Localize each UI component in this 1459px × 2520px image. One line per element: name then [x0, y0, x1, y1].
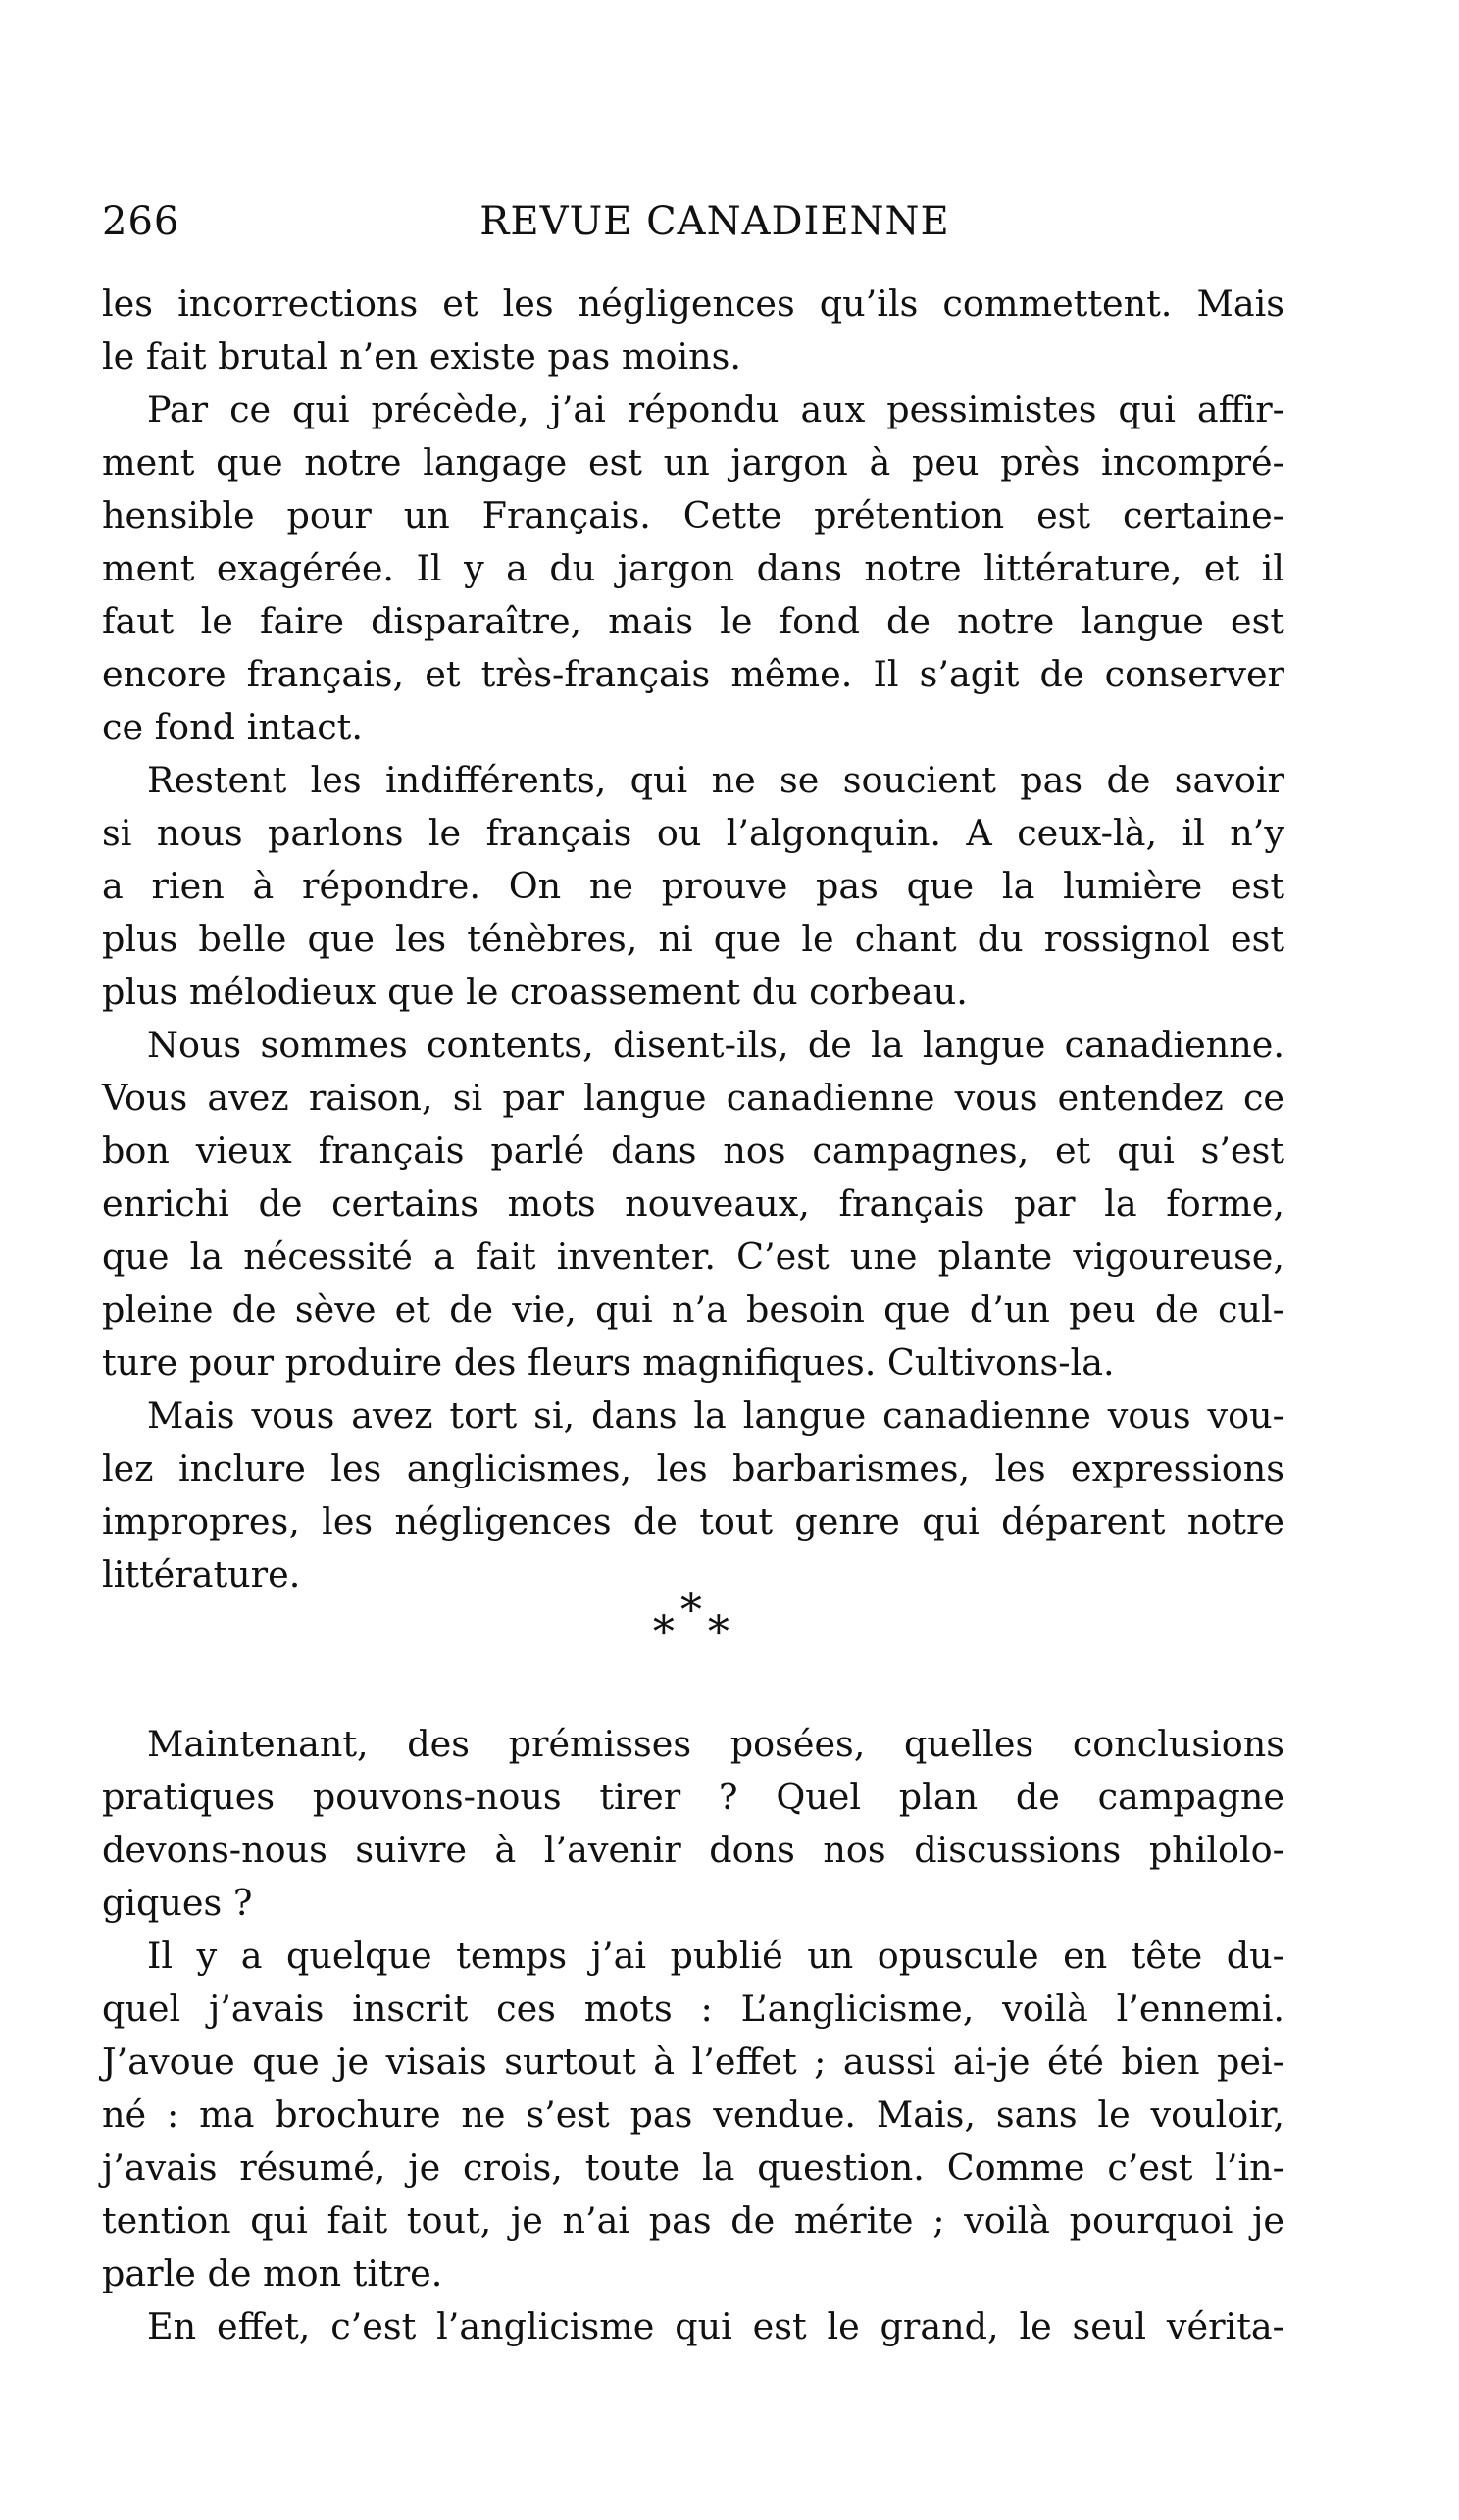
text-line: les incorrections et les négligences qu’ils commettent. Mais	[102, 282, 1284, 325]
running-title: REVUE CANADIENNE	[479, 199, 950, 244]
text-line: plus mélodieux que le croassement du corbeau.	[102, 971, 968, 1013]
text-line: enrichi de certains mots nouveaux, français par la forme,	[102, 1183, 1284, 1225]
text-line: hensible pour un Français. Cette prétention est certaine-	[102, 494, 1284, 536]
text-line: ture pour produire des fleurs magnifiques. Cultivons-la.	[102, 1341, 1115, 1384]
text-line: lez inclure les anglicismes, les barbarismes, les expressions	[102, 1447, 1284, 1489]
text-line: littérature.	[102, 1553, 301, 1595]
page-header	[102, 194, 1328, 249]
text-line: tention qui fait tout, je n’ai pas de mérite ; voilà pourquoi je	[102, 2199, 1284, 2242]
text-line: impropres, les négligences de tout genre qui déparent notre	[102, 1500, 1284, 1542]
section-separator: ∗ ∗ ∗	[649, 1577, 733, 1648]
text-line: le fait brutal n’en existe pas moins.	[102, 335, 741, 378]
text-line: a rien à répondre. On ne prouve pas que la lumière est	[102, 865, 1284, 907]
text-line: né : ma brochure ne s’est pas vendue. Mais, sans le vouloir,	[102, 2093, 1284, 2136]
text-line: Mais vous avez tort si, dans la langue canadienne vous vou-	[147, 1394, 1284, 1436]
text-line: pratiques pouvons-nous tirer ? Quel plan de campagne	[102, 1776, 1284, 1818]
text-line: ment exagérée. Il y a du jargon dans notre littérature, et il	[102, 547, 1284, 589]
text-line: Maintenant, des prémisses posées, quelles conclusions	[147, 1723, 1284, 1765]
text-line: Il y a quelque temps j’ai publié un opuscule en tête du-	[147, 1935, 1284, 1977]
text-line: Restent les indifférents, qui ne se soucient pas de savoir	[147, 759, 1284, 801]
text-line: faut le faire disparaître, mais le fond de notre langue est	[102, 600, 1284, 642]
text-line: Par ce qui précède, j’ai répondu aux pessimistes qui affir-	[147, 388, 1284, 430]
text-line: ment que notre langage est un jargon à peu près incompré-	[102, 441, 1284, 483]
text-line: bon vieux français parlé dans nos campagnes, et qui s’est	[102, 1130, 1284, 1172]
text-line: giques ?	[102, 1882, 253, 1924]
page-number: 266	[102, 199, 180, 244]
text-line: si nous parlons le français ou l’algonquin. A ceux-là, il n’y	[102, 812, 1284, 854]
text-line: devons-nous suivre à l’avenir dons nos discussions philolo-	[102, 1829, 1284, 1871]
text-line: plus belle que les ténèbres, ni que le chant du rossignol est	[102, 918, 1284, 960]
text-line: En effet, c’est l’anglicisme qui est le grand, le seul vérita-	[147, 2305, 1284, 2347]
text-line: Vous avez raison, si par langue canadienne vous entendez ce	[102, 1077, 1284, 1119]
text-line: parle de mon titre.	[102, 2252, 443, 2294]
text-line: Nous sommes contents, disent-ils, de la langue canadienne.	[147, 1024, 1284, 1066]
text-line: quel j’avais inscrit ces mots : L’anglicisme, voilà l’ennemi.	[102, 1988, 1284, 2030]
text-line: j’avais résumé, je crois, toute la question. Comme c’est l’in-	[102, 2146, 1284, 2189]
text-line: que la nécessité a fait inventer. C’est une plante vigoureuse,	[102, 1235, 1284, 1278]
text-line: pleine de sève et de vie, qui n’a besoin que d’un peu de cul-	[102, 1288, 1284, 1331]
text-line: ce fond intact.	[102, 706, 363, 748]
text-line: encore français, et très-français même. Il s’agit de conserver	[102, 653, 1284, 695]
text-line: J’avoue que je visais surtout à l’effet ; aussi ai-je été bien pei-	[102, 2041, 1284, 2083]
